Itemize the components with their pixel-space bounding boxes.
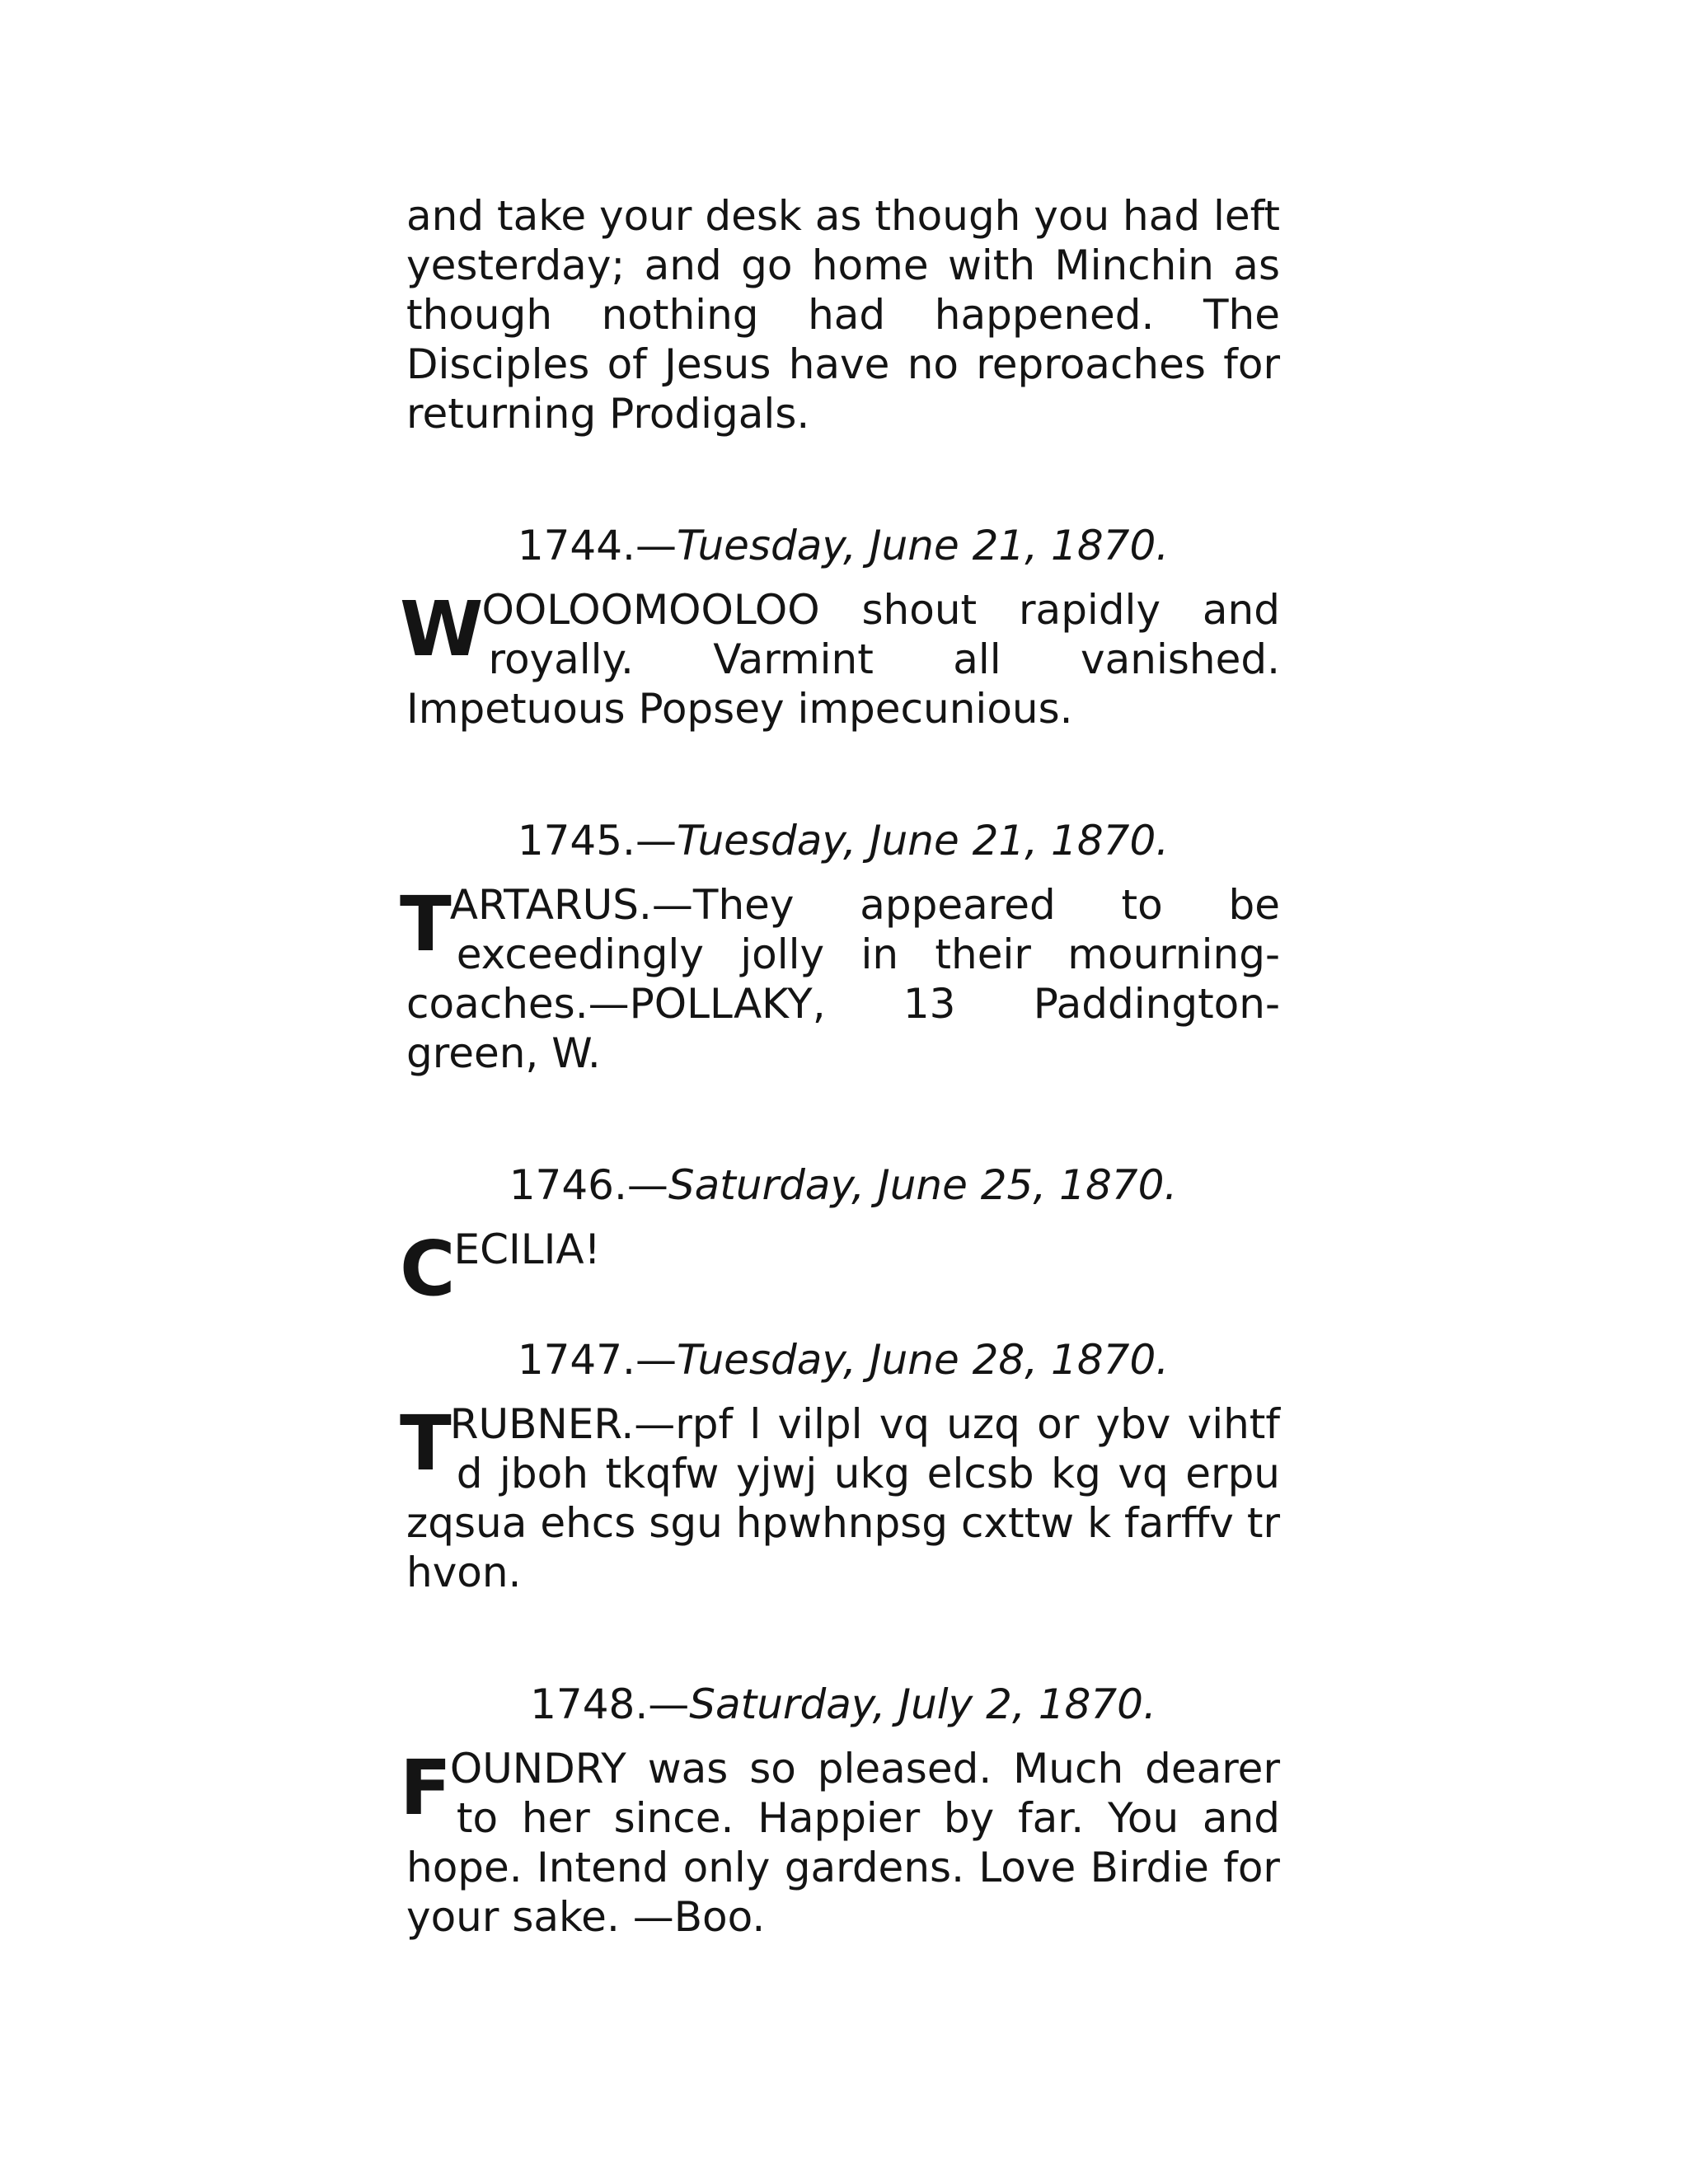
drop-cap: W xyxy=(400,585,484,673)
entry-body: RUBNER.—rpf l vilpl vq uzq or ybv vihtf d jboh tkqfw yjwj ukg elcsb kg vq erpu zqsua ehcs sgu hpwhnpsg cxttw k farffv tr hvon. xyxy=(406,1400,1280,1596)
drop-cap: T xyxy=(400,1399,452,1488)
entry-date-heading xyxy=(406,1335,1280,1385)
entry-1746 xyxy=(400,1160,1280,1313)
entry-text xyxy=(400,1399,1280,1597)
entry-1747 xyxy=(400,1335,1280,1597)
entry-body: ARTARUS.—They appeared to be exceedingly jolly in their mourning-coaches.—POLLAKY, 13 Paddington-green, W. xyxy=(406,881,1280,1077)
entry-date-heading xyxy=(406,1160,1280,1210)
entry-date: Tuesday, June 21, 1870. xyxy=(676,522,1170,569)
entry-number: 1747.— xyxy=(517,1336,677,1384)
document-page xyxy=(400,191,1280,1942)
entry-body: ECILIA! xyxy=(453,1226,601,1273)
drop-cap: T xyxy=(400,880,452,968)
entry-1744 xyxy=(400,521,1280,733)
entry-text xyxy=(400,880,1280,1078)
entry-text xyxy=(400,1225,1280,1313)
entry-date-heading xyxy=(406,816,1280,865)
entry-body: OUNDRY was so pleased. Much dearer to her since. Happier by far. You and hope. Intend only gardens. Love Birdie for your sake. —Boo. xyxy=(406,1745,1280,1941)
entry-date: Saturday, June 25, 1870. xyxy=(668,1161,1178,1209)
entry-date-heading xyxy=(406,1680,1280,1729)
intro-paragraph: and take your desk as though you had left yesterday; and go home with Minchin as though nothing had happened. The Disciples of Jesus have no reproaches for returning Prodigals. xyxy=(406,192,1280,438)
entry-number: 1745.— xyxy=(517,817,677,865)
entry-number: 1746.— xyxy=(509,1161,668,1209)
entry-date: Tuesday, June 21, 1870. xyxy=(676,817,1170,865)
entry-date: Tuesday, June 28, 1870. xyxy=(676,1336,1170,1384)
entry-1748 xyxy=(400,1680,1280,1942)
entry-date: Saturday, July 2, 1870. xyxy=(689,1680,1156,1728)
entry-number: 1744.— xyxy=(517,522,677,569)
entry-body: OOLOOMOOLOO shout rapidly and royally. Varmint all vanished. Impetuous Popsey impecunious. xyxy=(406,586,1280,733)
entry-date-heading xyxy=(406,521,1280,570)
entry-1745 xyxy=(400,816,1280,1078)
drop-cap: F xyxy=(400,1744,452,1832)
drop-cap: C xyxy=(400,1225,456,1313)
entry-number: 1748.— xyxy=(530,1680,690,1728)
entry-text xyxy=(400,1744,1280,1942)
entry-text xyxy=(400,585,1280,733)
